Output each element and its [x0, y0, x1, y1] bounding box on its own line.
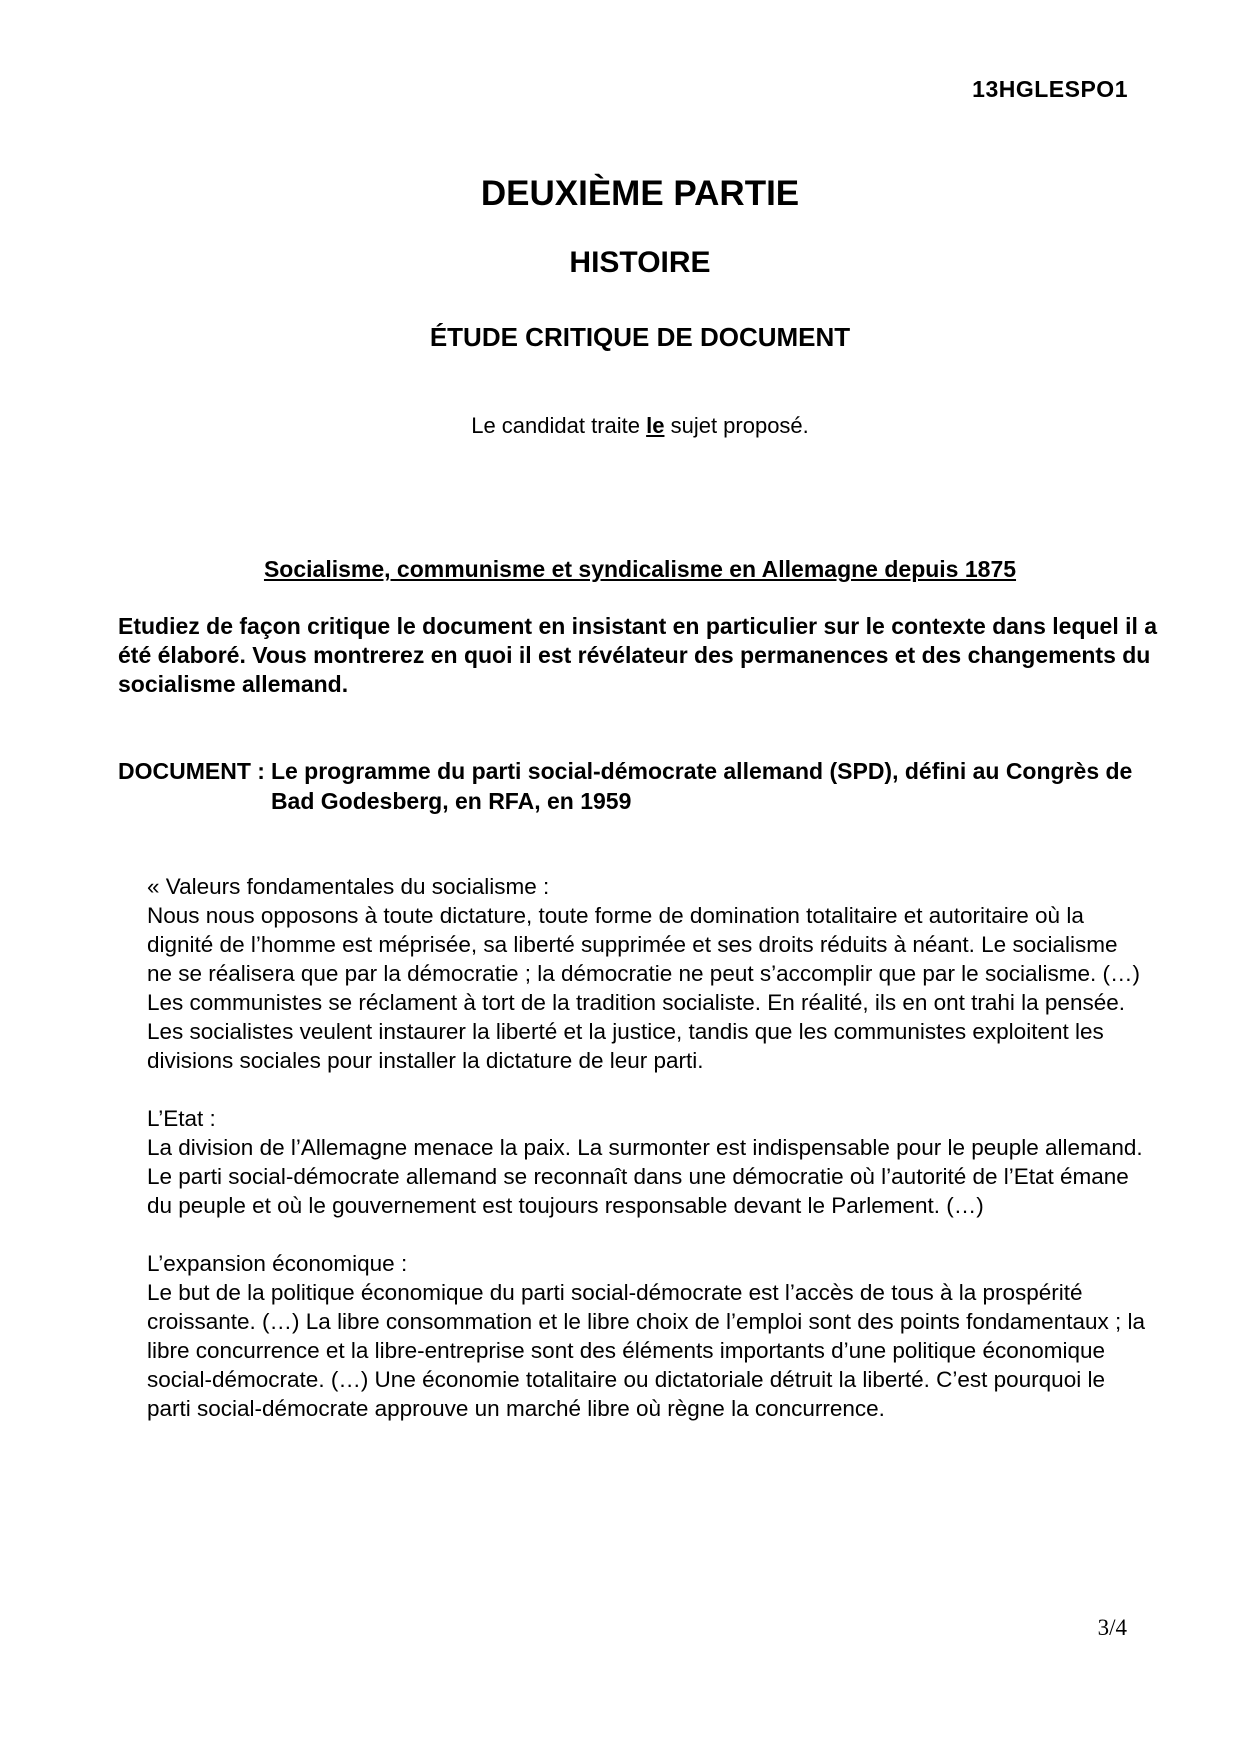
candidate-instruction: [0, 413, 1240, 439]
document-caption: Le programme du parti social-démocrate allemand (SPD), défini au Congrès de Bad Godesberg, en RFA, en 1959: [270, 758, 1133, 814]
document-label: DOCUMENT :: [118, 758, 265, 784]
exam-code: 13HGLESPO1: [972, 76, 1128, 102]
exercise-title: ÉTUDE CRITIQUE DE DOCUMENT: [429, 322, 851, 352]
section-heading: « Valeurs fondamentales du socialisme :: [147, 874, 550, 899]
excerpt-section: [147, 1104, 1147, 1220]
subject-title: Socialisme, communisme et syndicalisme en Allemagne depuis 1875: [263, 556, 1017, 582]
section-heading: L’expansion économique :: [147, 1251, 408, 1276]
document-header: [118, 756, 1158, 816]
instruction-emphasis: le: [646, 413, 665, 438]
section-body: Le but de la politique économique du parti social-démocrate est l’accès de tous à la prospérité croissante. (…) La libre consommation et le libre choix de l’emploi sont des points fondamentaux ; la libre concurrence et la libre-entreprise sont des éléments importants d’une politique économique social-démocrate. (…) Une économie totalitaire ou dictatoriale détruit la liberté. C’est pourquoi le parti social-démocrate approuve un marché libre où règne la concurrence.: [147, 1280, 1145, 1421]
document-excerpt: [147, 872, 1147, 1452]
section-body: Nous nous opposons à toute dictature, toute forme de domination totalitaire et autoritaire où la dignité de l’homme est méprisée, sa liberté supprimée et ses droits réduits à néant. Le socialisme ne se réalisera que par la démocratie ; la démocratie ne peut s’accomplir que par le socialisme. (…) Les communistes se réclament à tort de la tradition socialiste. En réalité, ils en ont trahi la pensée. Les socialistes veulent instaurer la liberté et la justice, tandis que les communistes exploitent les divisions sociales pour installer la dictature de leur parti.: [147, 903, 1140, 1073]
part-title: DEUXIÈME PARTIE: [480, 174, 800, 213]
page-number: 3/4: [1097, 1615, 1127, 1640]
instruction-before: Le candidat traite: [471, 413, 647, 438]
excerpt-section: [147, 1249, 1147, 1423]
subject-consigne: Etudiez de façon critique le document en insistant en particulier sur le contexte dans lequel il a été élaboré. Vous montrerez en quoi il est révélateur des permanences et des changements du socialisme allemand.: [118, 613, 1158, 697]
instruction-after: sujet proposé.: [664, 413, 809, 438]
section-body: La division de l’Allemagne menace la paix. La surmonter est indispensable pour le peuple allemand. Le parti social-démocrate allemand se reconnaît dans une démocratie où l’autorité de l’Etat émane du peuple et où le gouvernement est toujours responsable devant le Parlement. (…): [147, 1135, 1143, 1218]
excerpt-section: [147, 872, 1147, 1075]
discipline-title: HISTOIRE: [569, 246, 711, 279]
section-heading: L’Etat :: [147, 1106, 216, 1131]
